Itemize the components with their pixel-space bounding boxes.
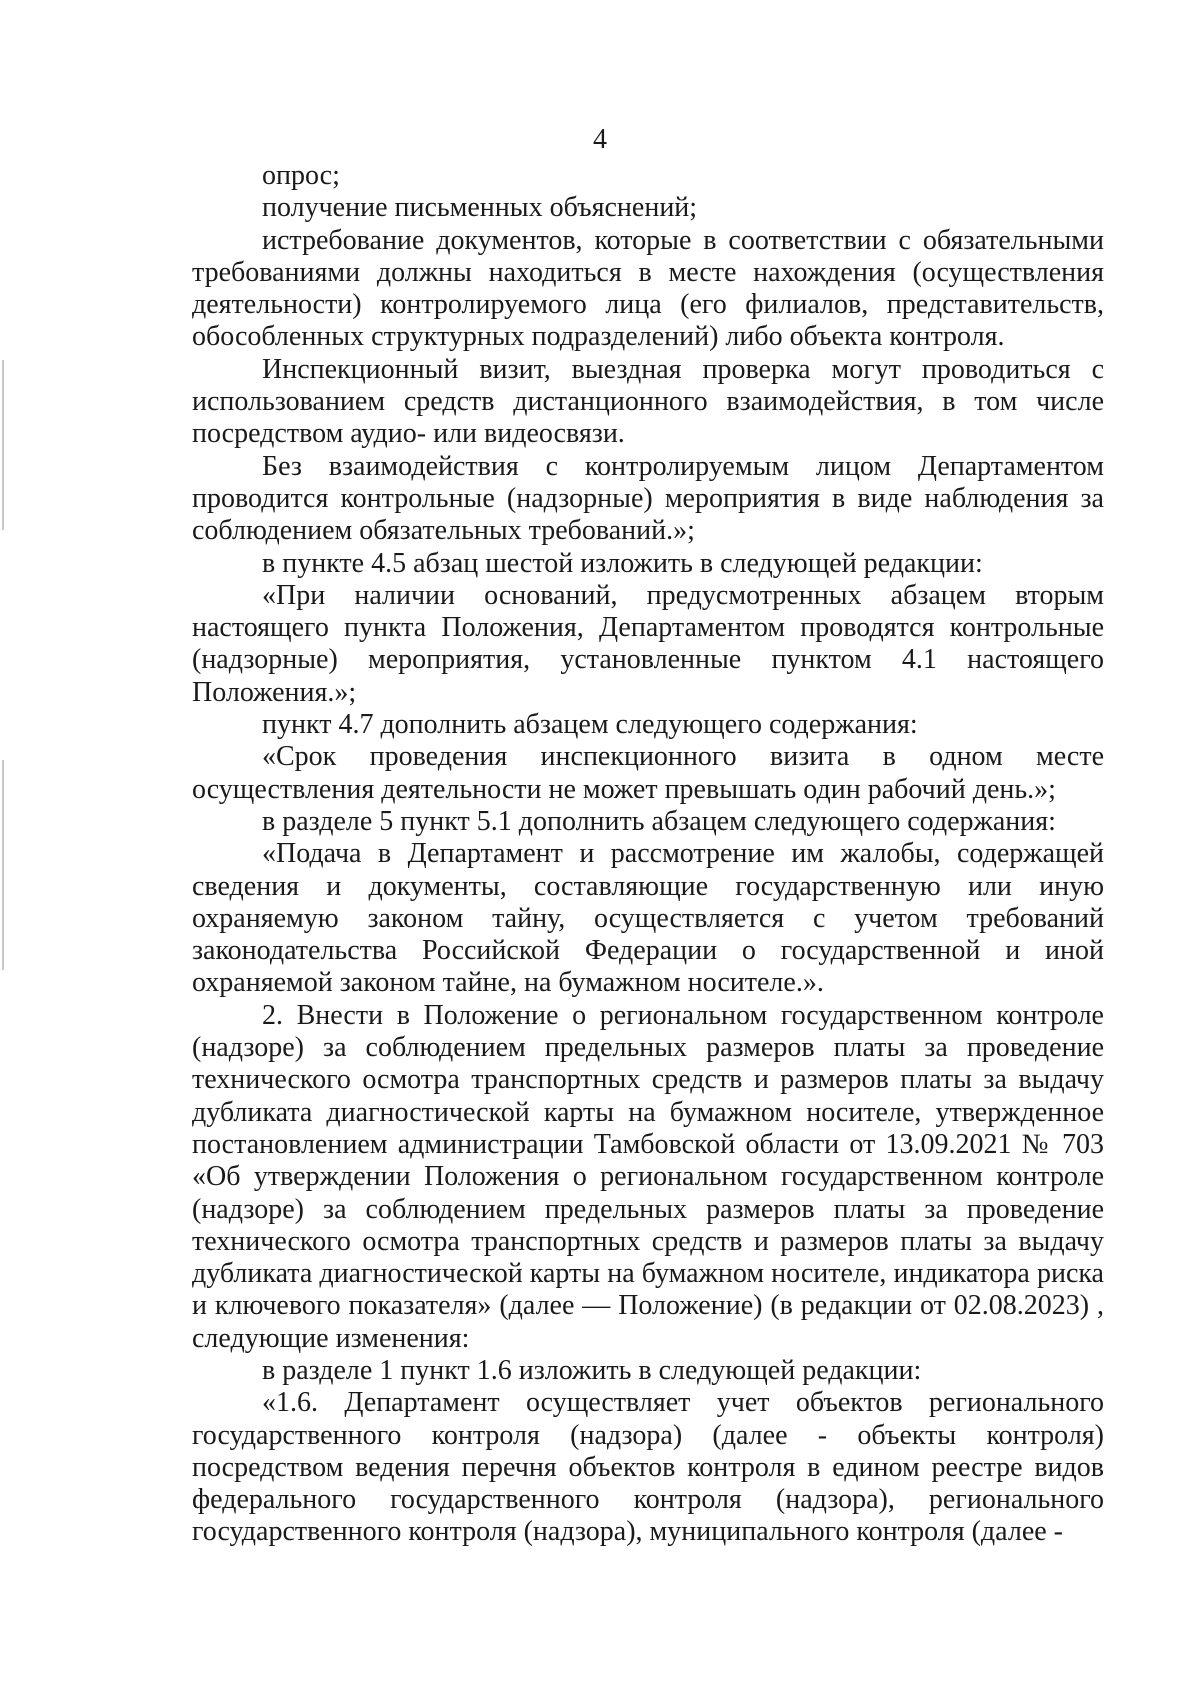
paragraph: «Срок проведения инспекционного визита в одном месте осуществления деятельности не может превышать один рабочий день.»;: [192, 741, 1104, 805]
paragraph: получение письменных объяснений;: [262, 192, 698, 224]
document-body: [192, 160, 1104, 1549]
paragraph: пункт 4.7 дополнить абзацем следующего содержания:: [262, 709, 918, 741]
paragraph: в пункте 4.5 абзац шестой изложить в следующей редакции:: [262, 547, 983, 579]
page-number: 4: [593, 124, 607, 155]
paragraph: «1.6. Департамент осуществляет учет объектов регионального государственного контроля (надзора) (далее - объекты контроля) посредством ведения перечня объектов контроля в едином реестре видов федерального государственного контроля (надзора), регионального государственного контроля (надзора), муниципального контроля (далее -: [192, 1387, 1104, 1548]
paragraph: в разделе 1 пункт 1.6 изложить в следующей редакции:: [262, 1354, 922, 1386]
paragraph: Инспекционный визит, выездная проверка могут проводиться с использованием средств дистанционного взаимодействия, в том числе посредством аудио- или видеосвязи.: [192, 353, 1104, 450]
paragraph: «При наличии оснований, предусмотренных абзацем вторым настоящего пункта Положения, Департаментом проводятся контрольные (надзорные) мероприятия, установленные пунктом 4.1 настоящего Положения.»;: [192, 579, 1104, 708]
paragraph: Без взаимодействия с контролируемым лицом Департаментом проводится контрольные (надзорные) мероприятия в виде наблюдения за соблюдением обязательных требований.»;: [192, 450, 1104, 547]
paragraph: в разделе 5 пункт 5.1 дополнить абзацем следующего содержания:: [262, 805, 1056, 837]
scan-edge-mark: [2, 360, 4, 530]
paragraph: 2. Внести в Положение о региональном государственном контроле (надзоре) за соблюдением предельных размеров платы за проведение технического осмотра транспортных средств и размеров платы за выдачу дубликата диагностической карты на бумажном носителе, утвержденное постановлением администрации Тамбовской области от 13.09.2021 № 703 «Об утверждении Положения о региональном государственном контроле (надзоре) за соблюдением предельных размеров платы за проведение технического осмотра транспортных средств и размеров платы за выдачу дубликата диагностической карты на бумажном носителе, индикатора риска и ключевого показателя» (далее — Положение) (в редакции от 02.08.2023) , следующие изменения:: [192, 999, 1104, 1354]
paragraph: истребование документов, которые в соответствии с обязательными требованиями должны находиться в месте нахождения (осуществления деятельности) контролируемого лица (его филиалов, представительств, обособленных структурных подразделений) либо объекта контроля.: [192, 224, 1104, 353]
paragraph: «Подача в Департамент и рассмотрение им жалобы, содержащей сведения и документы, составляющие государственную или иную охраняемую законом тайну, осуществляется с учетом требований законодательства Российской Федерации о государственной и иной охраняемой законом тайне, на бумажном носителе.».: [192, 838, 1104, 999]
paragraph: опрос;: [262, 160, 340, 191]
scan-edge-mark: [2, 760, 4, 970]
